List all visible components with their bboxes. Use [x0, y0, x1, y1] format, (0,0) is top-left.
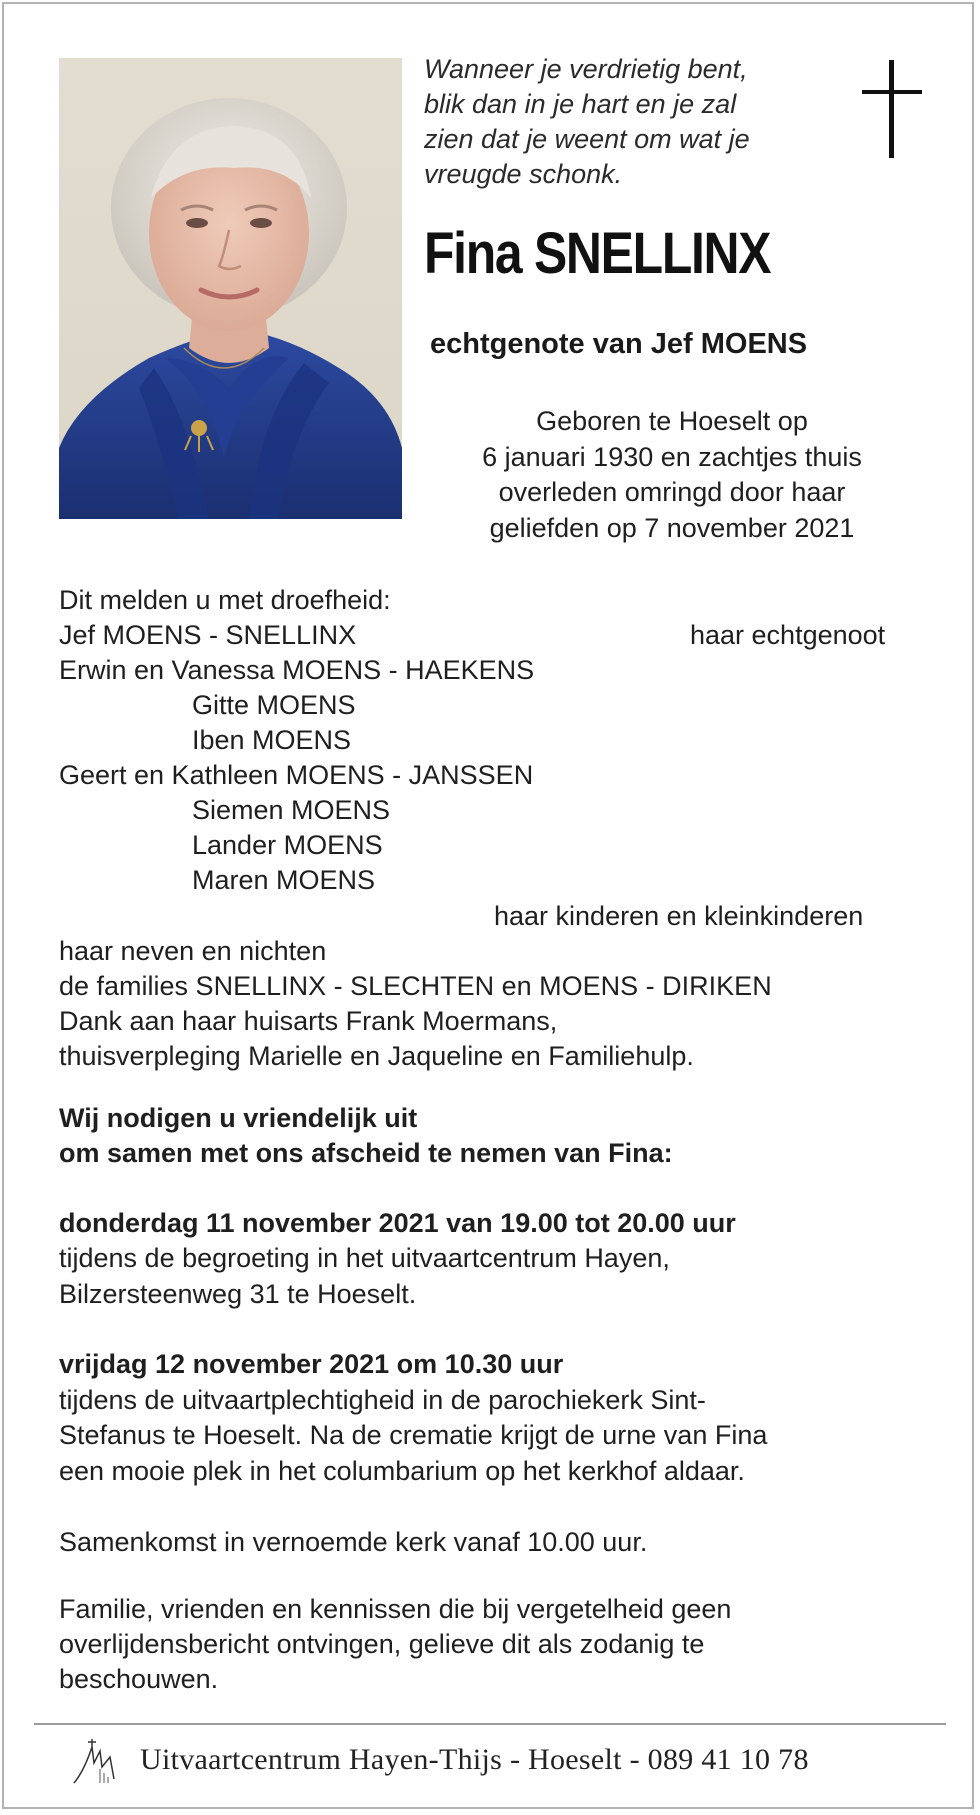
invitation-line: om samen met ons afscheid te nemen van Fina:	[59, 1138, 673, 1168]
event-detail: Stefanus te Hoeselt. Na de crematie krijgt de urne van Fina	[59, 1420, 768, 1450]
invitation-line: Wij nodigen u vriendelijk uit	[59, 1103, 418, 1133]
thanks-line: thuisverpleging Marielle en Jaqueline en Familiehulp.	[59, 1041, 694, 1071]
notice-line: beschouwen.	[59, 1664, 219, 1694]
birth-line: 6 januari 1930 en zachtjes thuis	[482, 441, 862, 472]
family-line: Geert en Kathleen MOENS - JANSSEN	[59, 760, 534, 790]
family-line: Erwin en Vanessa MOENS - HAEKENS	[59, 655, 535, 685]
grandchild-line: Lander MOENS	[192, 830, 383, 860]
birth-line: overleden omringd door haar	[498, 477, 846, 507]
spouse-line: echtgenote van Jef MOENS	[430, 328, 808, 360]
portrait-photo	[59, 58, 402, 519]
grandchild-line: Maren MOENS	[192, 865, 376, 895]
event-detail: Bilzersteenweg 31 te Hoeselt.	[59, 1279, 417, 1309]
funeral-home-info: Uitvaartcentrum Hayen-Thijs - Hoeselt - 089 41 10 78	[140, 1743, 809, 1776]
birth-line: geliefden op 7 november 2021	[489, 512, 855, 543]
thanks-line: Dank aan haar huisarts Frank Moermans,	[59, 1006, 558, 1036]
children-role: haar kinderen en kleinkinderen	[494, 901, 864, 931]
other-relatives-line: de families SNELLINX - SLECHTEN en MOENS - DIRIKEN	[59, 971, 772, 1001]
event-title: vrijdag 12 november 2021 om 10.30 uur	[59, 1349, 564, 1379]
gathering-line: Samenkomst in vernoemde kerk vanaf 10.00 uur.	[59, 1527, 648, 1557]
notice-line: Familie, vrienden en kennissen die bij vergetelheid geen	[59, 1594, 732, 1624]
birth-line: Geboren te Hoeselt op	[536, 406, 808, 436]
funeral-home-logo-icon	[70, 1733, 124, 1787]
poem-line: blik dan in je hart en je zal	[424, 89, 737, 119]
event-detail: tijdens de uitvaartplechtigheid in de parochiekerk Sint-	[59, 1385, 706, 1415]
birth-death-info	[424, 404, 920, 546]
footer-divider	[34, 1723, 946, 1725]
poem	[424, 52, 844, 192]
poem-line: Wanneer je verdrietig bent,	[424, 54, 748, 84]
event-detail: een mooie plek in het columbarium op het kerkhof aldaar.	[59, 1456, 745, 1486]
other-relatives-line: haar neven en nichten	[59, 936, 327, 966]
event-title: donderdag 11 november 2021 van 19.00 tot 20.00 uur	[59, 1208, 736, 1238]
cross-icon	[862, 60, 922, 160]
event-detail: tijdens de begroeting in het uitvaartcentrum Hayen,	[59, 1243, 670, 1273]
poem-line: vreugde schonk.	[424, 159, 623, 189]
grandchild-line: Iben MOENS	[192, 725, 352, 755]
grandchild-line: Siemen MOENS	[192, 795, 391, 825]
grandchild-line: Gitte MOENS	[192, 690, 356, 720]
announcement-intro: Dit melden u met droefheid:	[59, 585, 391, 615]
husband-role: haar echtgenoot	[690, 620, 886, 650]
poem-line: zien dat je weent om wat je	[424, 124, 750, 154]
notice-line: overlijdensbericht ontvingen, gelieve dit als zodanig te	[59, 1629, 705, 1659]
deceased-name: Fina SNELLINX	[424, 221, 771, 286]
husband-name: Jef MOENS - SNELLINX	[59, 620, 357, 650]
portrait-illustration	[59, 58, 402, 519]
